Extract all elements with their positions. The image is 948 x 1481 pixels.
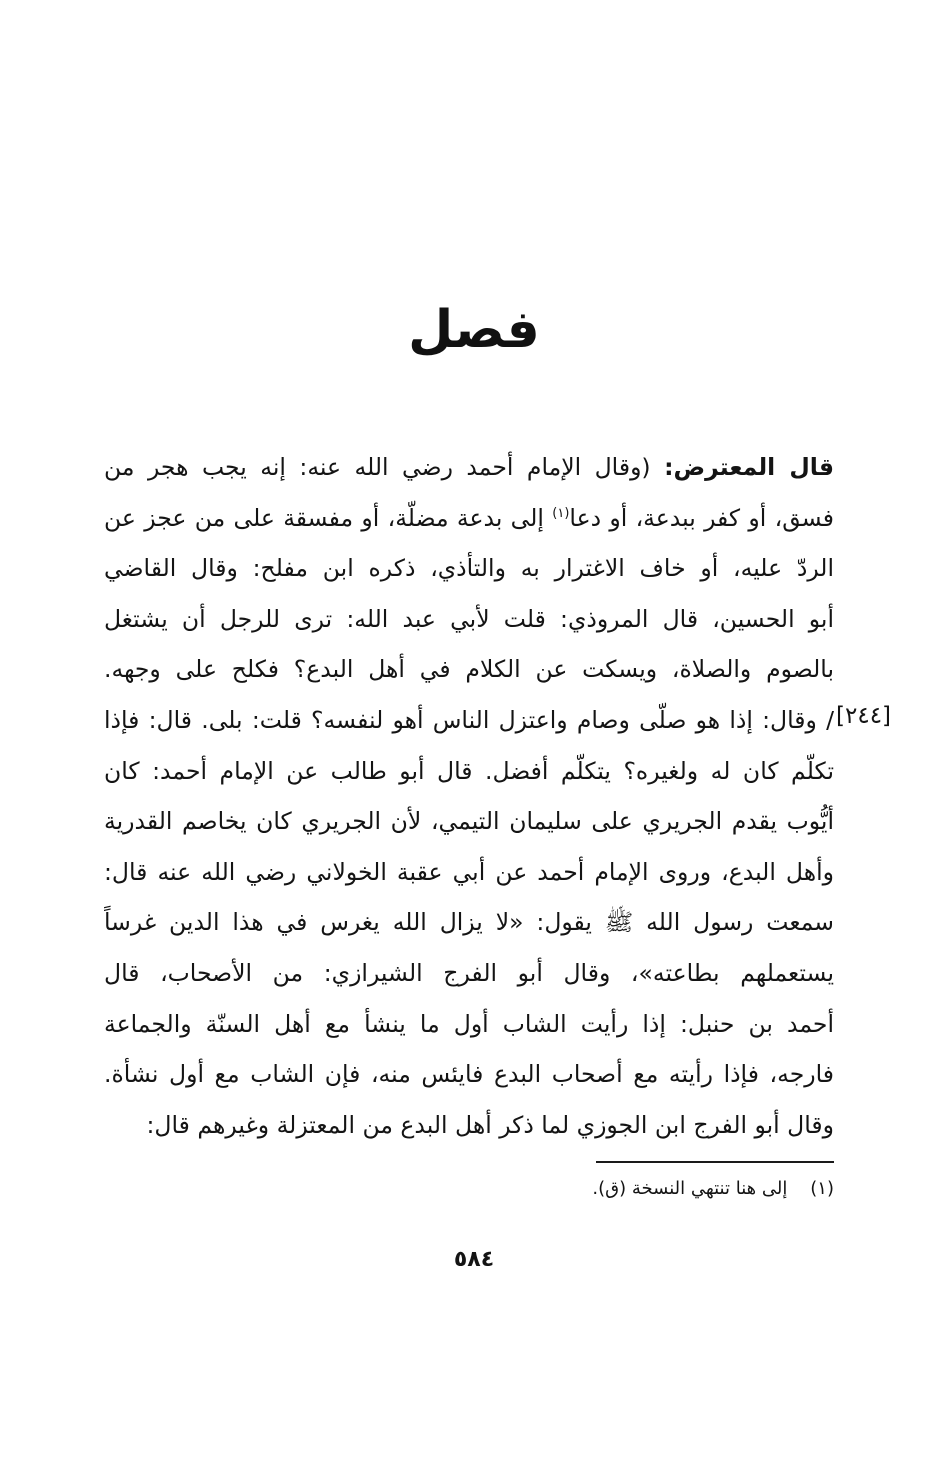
text-line-3: الردّ عليه، أو خاف الاغترار به والتأذي، ذكره ابن مفلح: وقال القاضي bbox=[104, 554, 834, 583]
text-line-11: يستعملهم بطاعته»، وقال أبو الفرج الشيرازي: من الأصحاب، قال bbox=[104, 958, 834, 987]
footnote-divider bbox=[596, 1161, 834, 1163]
text-line-9: وأهل البدع، وروى الإمام أحمد عن أبي عقبة الخولاني رضي الله عنه قال: bbox=[104, 857, 834, 886]
text-line-2: فسق، أو كفر ببدعة، أو دعا$^{(١)}$ إلى بدعة مضلّة، أو مفسقة على من عجز عن bbox=[104, 503, 834, 532]
text-line-10: سمعت رسول الله ﷺ يقول: «لا يزال الله يغرس في هذا الدين غرساً bbox=[104, 908, 834, 937]
text-line-7: تكلّم كان له ولغيره؟ يتكلّم أفضل. قال أبو طالب عن الإمام أحمد: كان bbox=[104, 756, 834, 785]
page-number: ٥٨٤ bbox=[453, 1247, 495, 1272]
text-line-14: وقال أبو الفرج ابن الجوزي لما ذكر أهل البدع من المعتزلة وغيرهم قال: bbox=[146, 1110, 834, 1139]
speaker-label: قال المعترض: bbox=[664, 453, 834, 481]
footnote-reference: (١) bbox=[552, 505, 570, 521]
footnote-number: (١) bbox=[810, 1178, 834, 1199]
text-line-5: بالصوم والصلاة، ويسكت عن الكلام في أهل البدع؟ فكلح على وجهه. bbox=[104, 655, 834, 684]
margin-page-marker: [٢٤٤] bbox=[836, 703, 892, 729]
footnote-text: إلى هنا تنتهي النسخة (ق). bbox=[592, 1178, 788, 1199]
text-line-1: قال المعترض: (وقال الإمام أحمد رضي الله عنه: إنه يجب هجر من bbox=[104, 453, 834, 481]
body-text bbox=[104, 442, 834, 1150]
section-heading: فصل bbox=[408, 300, 540, 360]
text-line-12: أحمد بن حنبل: إذا رأيت الشاب أول ما ينشأ مع أهل السنّة والجماعة bbox=[104, 1009, 834, 1038]
text-line-6: / وقال: إذا هو صلّى وصام واعتزل الناس أهو لنفسه؟ قلت: بلى. قال: فإذا bbox=[104, 705, 834, 734]
text-line-13: فارجه، فإذا رأيته مع أصحاب البدع فايئس منه، فإن الشاب مع أول نشأة. bbox=[104, 1060, 834, 1089]
text-line-8: أيُّوب يقدم الجريري على سليمان التيمي، لأن الجريري كان يخاصم القدرية bbox=[104, 807, 834, 836]
text-line-4: أبو الحسين، قال المروذي: قلت لأبي عبد الله: ترى للرجل أن يشتغل bbox=[104, 604, 834, 633]
footnote bbox=[104, 1178, 834, 1199]
